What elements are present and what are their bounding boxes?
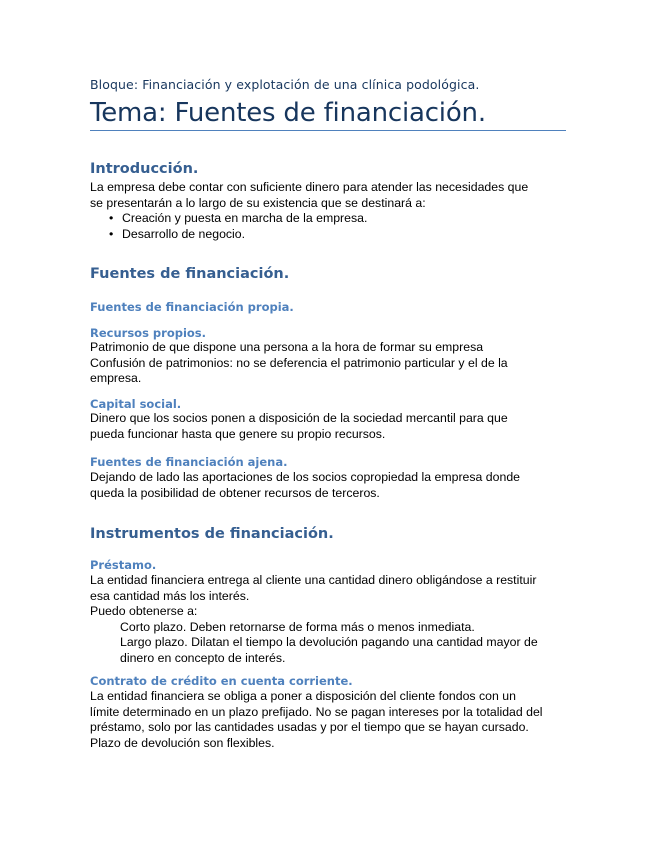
subject-line: Bloque: Financiación y explotación de una clínica podológica. <box>90 77 480 92</box>
intro-line: La empresa debe contar con suficiente dinero para atender las necesidades que <box>90 180 529 194</box>
list-item-label: Creación y puesta en marcha de la empresa. <box>122 211 368 225</box>
list-item-label: Desarrollo de negocio. <box>122 226 246 241</box>
ajena-paragraph <box>90 470 570 501</box>
bullet-icon: • <box>109 226 114 241</box>
paragraph-line: Confusión de patrimonios: no se deferencia el patrimonio particular y el de la <box>90 355 508 370</box>
indented-line: Largo plazo. Dilatan el tiempo la devolución pagando una cantidad mayor de <box>120 635 538 649</box>
intro-paragraph <box>90 180 570 211</box>
paragraph-line: Plazo de devolución son flexibles. <box>90 735 275 750</box>
prestamo-paragraph <box>90 573 570 666</box>
heading-instrumentos: Instrumentos de financiación. <box>90 526 334 542</box>
heading-prestamo: Préstamo. <box>90 558 157 572</box>
heading-recursos-propios: Recursos propios. <box>90 326 207 340</box>
heading-contrato-credito: Contrato de crédito en cuenta corriente. <box>90 674 353 688</box>
page-title: Tema: Fuentes de financiación. <box>90 98 486 128</box>
intro-bullet-list <box>90 211 367 242</box>
indented-line: dinero en concepto de interés. <box>120 650 286 665</box>
intro-line: se presentarán a lo largo de su existencia que se destinará a: <box>90 195 426 210</box>
heading-fuentes-propia: Fuentes de financiación propia. <box>90 300 294 314</box>
heading-fuentes-ajena: Fuentes de financiación ajena. <box>90 455 288 469</box>
credito-paragraph <box>90 689 570 751</box>
paragraph-line: préstamo, solo por las cantidades usadas y por el tiempo que se hayan cursado. <box>90 720 529 734</box>
paragraph-line: empresa. <box>90 371 142 385</box>
paragraph-line: Dejando de lado las aportaciones de los socios copropiedad la empresa donde <box>90 470 520 484</box>
capital-paragraph <box>90 411 570 442</box>
indented-line: Corto plazo. Deben retornarse de forma más o menos inmediata. <box>120 619 475 634</box>
paragraph-line: esa cantidad más los interés. <box>90 588 250 603</box>
paragraph-line: Puedo obtenerse a: <box>90 604 198 618</box>
paragraph-line: límite determinado en un plazo prefijado. No se pagan intereses por la totalidad del <box>90 704 543 719</box>
paragraph-line: Patrimonio de que dispone una persona a la hora de formar su empresa <box>90 340 484 354</box>
bullet-icon: • <box>109 211 114 225</box>
paragraph-line: Dinero que los socios ponen a disposición de la sociedad mercantil para que <box>90 411 508 425</box>
list-item <box>90 211 367 227</box>
recursos-paragraph <box>90 340 570 387</box>
paragraph-line: queda la posibilidad de obtener recursos de terceros. <box>90 485 380 500</box>
paragraph-line: La entidad financiera entrega al cliente una cantidad dinero obligándose a restituir <box>90 573 537 587</box>
paragraph-line: La entidad financiera se obliga a poner a disposición del cliente fondos con un <box>90 689 516 703</box>
list-item <box>90 227 367 243</box>
paragraph-line: pueda funcionar hasta que genere su propio recursos. <box>90 426 386 441</box>
heading-capital-social: Capital social. <box>90 397 182 411</box>
heading-fuentes: Fuentes de financiación. <box>90 266 290 282</box>
heading-introduccion: Introducción. <box>90 161 199 177</box>
title-divider <box>90 130 566 131</box>
